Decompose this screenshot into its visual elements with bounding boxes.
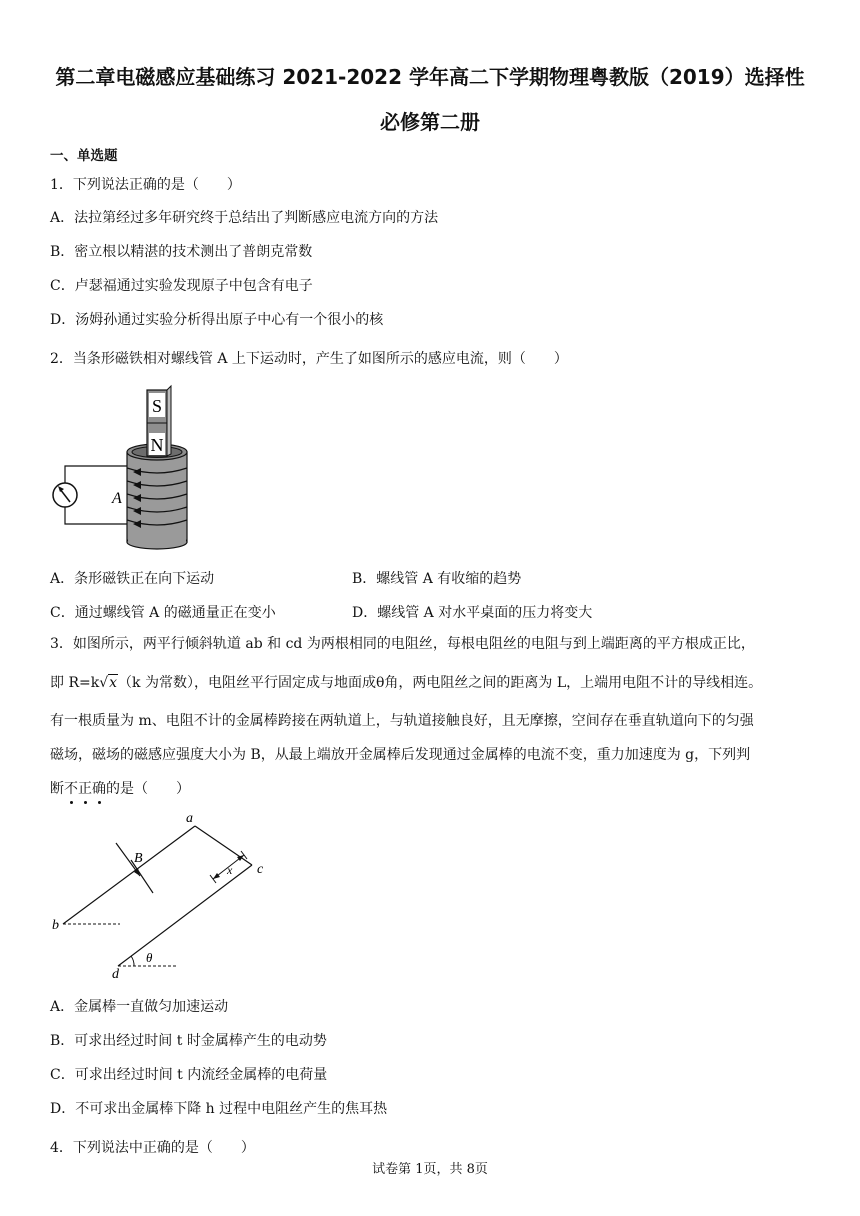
label-c: c: [257, 862, 264, 877]
bar-magnet: [147, 386, 171, 456]
q3-figure: [50, 810, 280, 980]
q3-stem-line4: 磁场，磁场的磁感应强度大小为 B，从最上端放开金属棒后发现通过金属棒的电流不变，重力加速度为 g，下列判: [50, 747, 751, 763]
section-heading: 一、单选题: [50, 148, 118, 164]
label-x: x: [227, 863, 233, 877]
q3-option-b: B．可求出经过时间 t 时金属棒产生的电动势: [50, 1033, 327, 1049]
q1-option-a: A．法拉第经过多年研究终于总结出了判断感应电流方向的方法: [50, 210, 439, 226]
q3-option-a: A．金属棒一直做匀加速运动: [50, 999, 229, 1015]
q3-text: 的是（ ）: [106, 781, 190, 797]
label-a: a: [186, 811, 193, 826]
q1-option-b: B．密立根以精湛的技术测出了普朗克常数: [50, 244, 313, 260]
page-title-line1: 第二章电磁感应基础练习 2021-2022 学年高二下学期物理粤教版（2019）选择性: [55, 65, 805, 89]
q4-stem: 4．下列说法中正确的是（ ）: [50, 1140, 255, 1156]
q2-option-a: A．条形磁铁正在向下运动: [50, 571, 215, 587]
q2-option-b: B．螺线管 A 有收缩的趋势: [352, 571, 522, 587]
label-b: b: [52, 918, 59, 933]
emphasis-char: 不: [64, 779, 78, 799]
q3-text: 断: [50, 781, 64, 797]
q3-stem-line5: [50, 779, 810, 799]
q1-stem: 1．下列说法正确的是（ ）: [50, 177, 241, 193]
emphasis-char: 确: [92, 779, 106, 799]
q3-formula-rest: （k 为常数），电阻丝平行固定成与地面成θ角，两电阻丝之间的距离为 L，上端用电阻不计的导线相连。: [118, 675, 763, 691]
page-footer: 试卷第 1页，共 8页: [372, 1162, 488, 1177]
q1-option-d: D．汤姆孙通过实验分析得出原子中心有一个很小的核: [50, 312, 384, 328]
q3-option-c: C．可求出经过时间 t 内流经金属棒的电荷量: [50, 1067, 328, 1083]
q3-stem-line3: 有一根质量为 m、电阻不计的金属棒跨接在两轨道上，与轨道接触良好，且无摩擦，空间存在垂直轨道向下的匀强: [50, 713, 754, 729]
label-d: d: [112, 967, 119, 982]
q3-formula-prefix: 即 R=k: [50, 675, 100, 691]
magnet-s-label: S: [151, 396, 163, 416]
q3-stem-line1: 3．如图所示，两平行倾斜轨道 ab 和 cd 为两根相同的电阻丝，每根电阻丝的电阻与到上端距离的平方根成正比，: [50, 636, 755, 652]
magnet-n-label: N: [150, 435, 164, 455]
q2-figure: [50, 388, 200, 553]
q2-option-c: C．通过螺线管 A 的磁通量正在变小: [50, 605, 276, 621]
q2-option-d: D．螺线管 A 对水平桌面的压力将变大: [352, 605, 593, 621]
q2-stem: 2．当条形磁铁相对螺线管 A 上下运动时，产生了如图所示的感应电流，则（ ）: [50, 351, 568, 367]
label-B: B: [134, 851, 143, 866]
q3-sqrt-arg: x: [109, 675, 118, 691]
q3-stem-line2: [50, 673, 810, 693]
page-title-line2: 必修第二册: [380, 110, 480, 134]
galvanometer-icon: [53, 483, 77, 507]
q3-option-d: D．不可求出金属棒下降 h 过程中电阻丝产生的焦耳热: [50, 1101, 388, 1117]
label-theta: θ: [146, 950, 153, 965]
sqrt-symbol: √: [99, 675, 109, 691]
emphasis-char: 正: [78, 779, 92, 799]
q1-option-c: C．卢瑟福通过实验发现原子中包含有电子: [50, 278, 313, 294]
coil-label: A: [112, 490, 122, 507]
